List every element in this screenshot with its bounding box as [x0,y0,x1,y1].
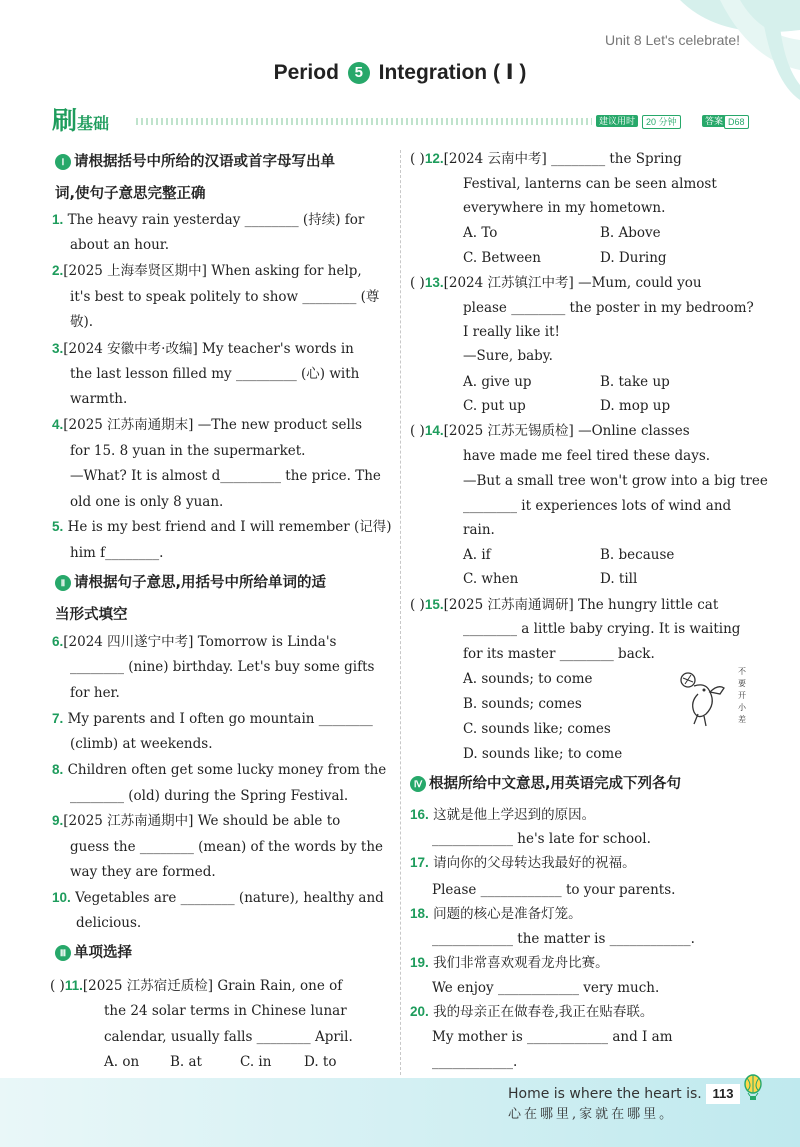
line: calendar, usually falls ________ April. [104,1029,353,1045]
option-b: B. Above [600,225,661,241]
option-b: B. because [600,547,675,563]
q15 [410,596,718,614]
line: ____________ the matter is ____________. [432,931,695,947]
line: everywhere in my hometown. [463,200,666,216]
q11 [50,977,342,995]
answer-bracket: ( ) [410,151,425,167]
section-badge: Ⅳ [410,776,426,792]
option-a: A. To [463,225,498,241]
question-number: 14. [424,423,444,438]
section-banner [52,108,752,134]
line: rain. [463,522,495,538]
q10 [52,889,384,907]
section-badge: Ⅰ [55,154,71,170]
q3 [52,340,354,358]
title-suffix: Integration ( Ⅰ ) [378,61,527,84]
line: please ________ the poster in my bedroom? [463,300,754,316]
section-heading-1 [55,153,335,171]
period-number-badge: 5 [348,62,370,84]
question-text: The heavy rain yesterday ________ (持续) for [67,212,365,228]
option-a: A. on [104,1054,140,1070]
question-text: [2025 江苏南通期末] —The new product sells [63,417,363,433]
question-number: 19. [410,955,429,970]
question-number: 6. [52,634,64,649]
doodle-char: 要 [738,679,746,688]
option-c: C. sounds like; comes [463,721,611,737]
section-heading-2 [55,574,326,592]
time-label-chip: 建议用时 [596,115,638,127]
line: —But a small tree won't grow into a big tree [463,473,768,489]
question-number: 11. [64,978,83,993]
line: —What? It is almost d_________ the price. The [70,468,381,484]
line: Please ____________ to your parents. [432,882,676,898]
question-number: 17. [410,855,429,870]
option-c: C. Between [463,250,541,266]
q13 [410,274,702,292]
question-number: 8. [52,762,64,777]
q5 [52,518,392,536]
section-heading-text: 根据所给中文意思,用英语完成下列各句 [429,776,682,792]
question-number: 16. [410,807,429,822]
doodle-char: 开 [738,691,746,700]
question-text: [2025 江苏无锡质检] —Online classes [443,423,690,439]
option-c: C. put up [463,398,526,414]
q8 [52,761,386,779]
line: about an hour. [70,237,170,253]
line: for its master ________ back. [463,646,655,662]
option-d: D. During [600,250,667,266]
answer-page-chip: D68 [724,115,749,129]
line: guess the ________ (mean) of the words by the [70,839,384,855]
q4 [52,416,362,434]
section-heading-text: 请根据句子意思,用括号中所给单词的适 [74,575,327,591]
section-heading-4 [410,775,681,793]
question-number: 10. [52,890,71,905]
question-text: 我们非常喜欢观看龙舟比赛。 [433,955,609,971]
q16 [410,806,595,824]
question-number: 3. [52,341,64,356]
question-text: [2024 云南中考] ________ the Spring [443,151,682,167]
question-number: 9. [52,813,64,828]
line: ____________. [432,1054,518,1070]
doodle-char: 不 [738,667,746,676]
banner-stripe [136,118,592,125]
question-text: [2024 安徽中考·改编] My teacher's words in [63,341,354,357]
question-text: [2025 江苏南通调研] The hungry little cat [443,597,719,613]
line: the last lesson filled my _________ (心) with [70,366,360,382]
doodle-char: 小 [738,703,746,712]
line: Festival, lanterns can be seen almost [463,176,717,192]
q19 [410,954,609,972]
section-heading-2b: 当形式填空 [55,607,128,623]
question-text: [2025 江苏宿迁质检] Grain Rain, one of [82,978,343,994]
line: it's best to speak politely to show ________ (尊 [70,289,380,305]
q14 [410,422,690,440]
section-heading-1b: 词,使句子意思完整正确 [55,186,206,202]
question-text: [2025 江苏南通期中] We should be able to [63,813,341,829]
option-c: C. when [463,571,519,587]
line: ________ (old) during the Spring Festival. [70,788,349,804]
section-badge: Ⅱ [55,575,71,591]
option-a: A. if [463,547,491,563]
question-text: [2024 江苏镇江中考] —Mum, could you [443,275,702,291]
question-number: 5. [52,519,64,534]
line: 敬). [70,314,94,330]
section-heading-text: 请根据括号中所给的汉语或首字母写出单 [74,154,335,170]
time-value-chip: 20 分钟 [642,115,681,129]
brand-label [52,108,109,134]
line: (climb) at weekends. [70,736,213,752]
answer-bracket: ( ) [410,275,425,291]
brand-big: 刷 [52,106,78,135]
balloon-icon [742,1074,764,1102]
line: the 24 solar terms in Chinese lunar [104,1003,347,1019]
question-number: 4. [52,417,64,432]
line: My mother is ____________ and I am [432,1029,673,1045]
line: ________ a little baby crying. It is waiting [463,621,741,637]
q20 [410,1003,653,1021]
question-number: 20. [410,1004,429,1019]
answer-bracket: ( ) [50,978,65,994]
line: way they are formed. [70,864,216,880]
section-heading-3 [55,944,132,962]
line: —Sure, baby. [463,348,553,364]
option-b: B. sounds; comes [463,696,582,712]
q12 [410,150,682,168]
question-text: 我的母亲正在做春卷,我正在贴春联。 [433,1004,654,1020]
motto-english: Home is where the heart is. [508,1086,702,1102]
option-b: B. take up [600,374,670,390]
q17 [410,854,636,872]
line: warmth. [70,391,128,407]
question-text: 这就是他上学迟到的原因。 [433,807,596,823]
question-number: 13. [424,275,444,290]
answer-label-chip: 答案 [702,115,726,127]
corner-wave-decoration [660,0,800,110]
q6 [52,633,336,651]
question-number: 1. [52,212,64,227]
option-d: D. till [600,571,638,587]
title-prefix: Period [273,61,339,84]
line: have made me feel tired these days. [463,448,711,464]
line: We enjoy ____________ very much. [432,980,660,996]
page-title [0,60,800,85]
line: him f________. [70,545,164,561]
line: delicious. [76,915,142,931]
line: I really like it! [463,324,560,340]
option-c: C. in [240,1054,272,1070]
option-d: D. mop up [600,398,671,414]
section-badge: Ⅲ [55,945,71,961]
question-text: He is my best friend and I will remember (记得) [67,519,392,535]
doodle-char: 差 [738,715,746,724]
question-number: 18. [410,906,429,921]
page-number: 113 [706,1084,740,1104]
option-b: B. at [170,1054,202,1070]
question-text: [2025 上海奉贤区期中] When asking for help, [63,263,362,279]
q7 [52,710,373,728]
option-a: A. give up [463,374,532,390]
q9 [52,812,340,830]
line: old one is only 8 yuan. [70,494,224,510]
line: ________ (nine) birthday. Let's buy some gifts [70,659,375,675]
question-number: 7. [52,711,64,726]
motto-chinese: 心在哪里,家就在哪里。 [508,1107,676,1122]
question-number: 15. [424,597,444,612]
brand-small: 基础 [77,114,110,133]
q2 [52,262,362,280]
question-text: My parents and I often go mountain ________ [67,711,373,727]
q1 [52,211,364,229]
answer-bracket: ( ) [410,597,425,613]
option-a: A. sounds; to come [463,671,593,687]
line: ________ it experiences lots of wind and [463,498,732,514]
unit-label: Unit 8 Let's celebrate! [605,32,740,48]
question-text: Vegetables are ________ (nature), healthy and [75,890,384,906]
column-divider [400,150,401,1075]
question-text: 请向你的父母转达我最好的祝福。 [433,855,636,871]
answer-bracket: ( ) [410,423,425,439]
question-text: Children often get some lucky money from the [67,762,387,778]
question-number: 2. [52,263,64,278]
option-d: D. sounds like; to come [463,746,623,762]
line: for 15. 8 yuan in the supermarket. [70,443,306,459]
option-d: D. to [304,1054,337,1070]
line: ____________ he's late for school. [432,831,651,847]
bird-doodle-icon [676,664,748,730]
line: for her. [70,685,120,701]
question-text: 问题的核心是准备灯笼。 [433,906,582,922]
question-text: [2024 四川遂宁中考] Tomorrow is Linda's [63,634,337,650]
section-heading-text: 单项选择 [74,945,132,961]
q18 [410,905,582,923]
question-number: 12. [424,151,444,166]
